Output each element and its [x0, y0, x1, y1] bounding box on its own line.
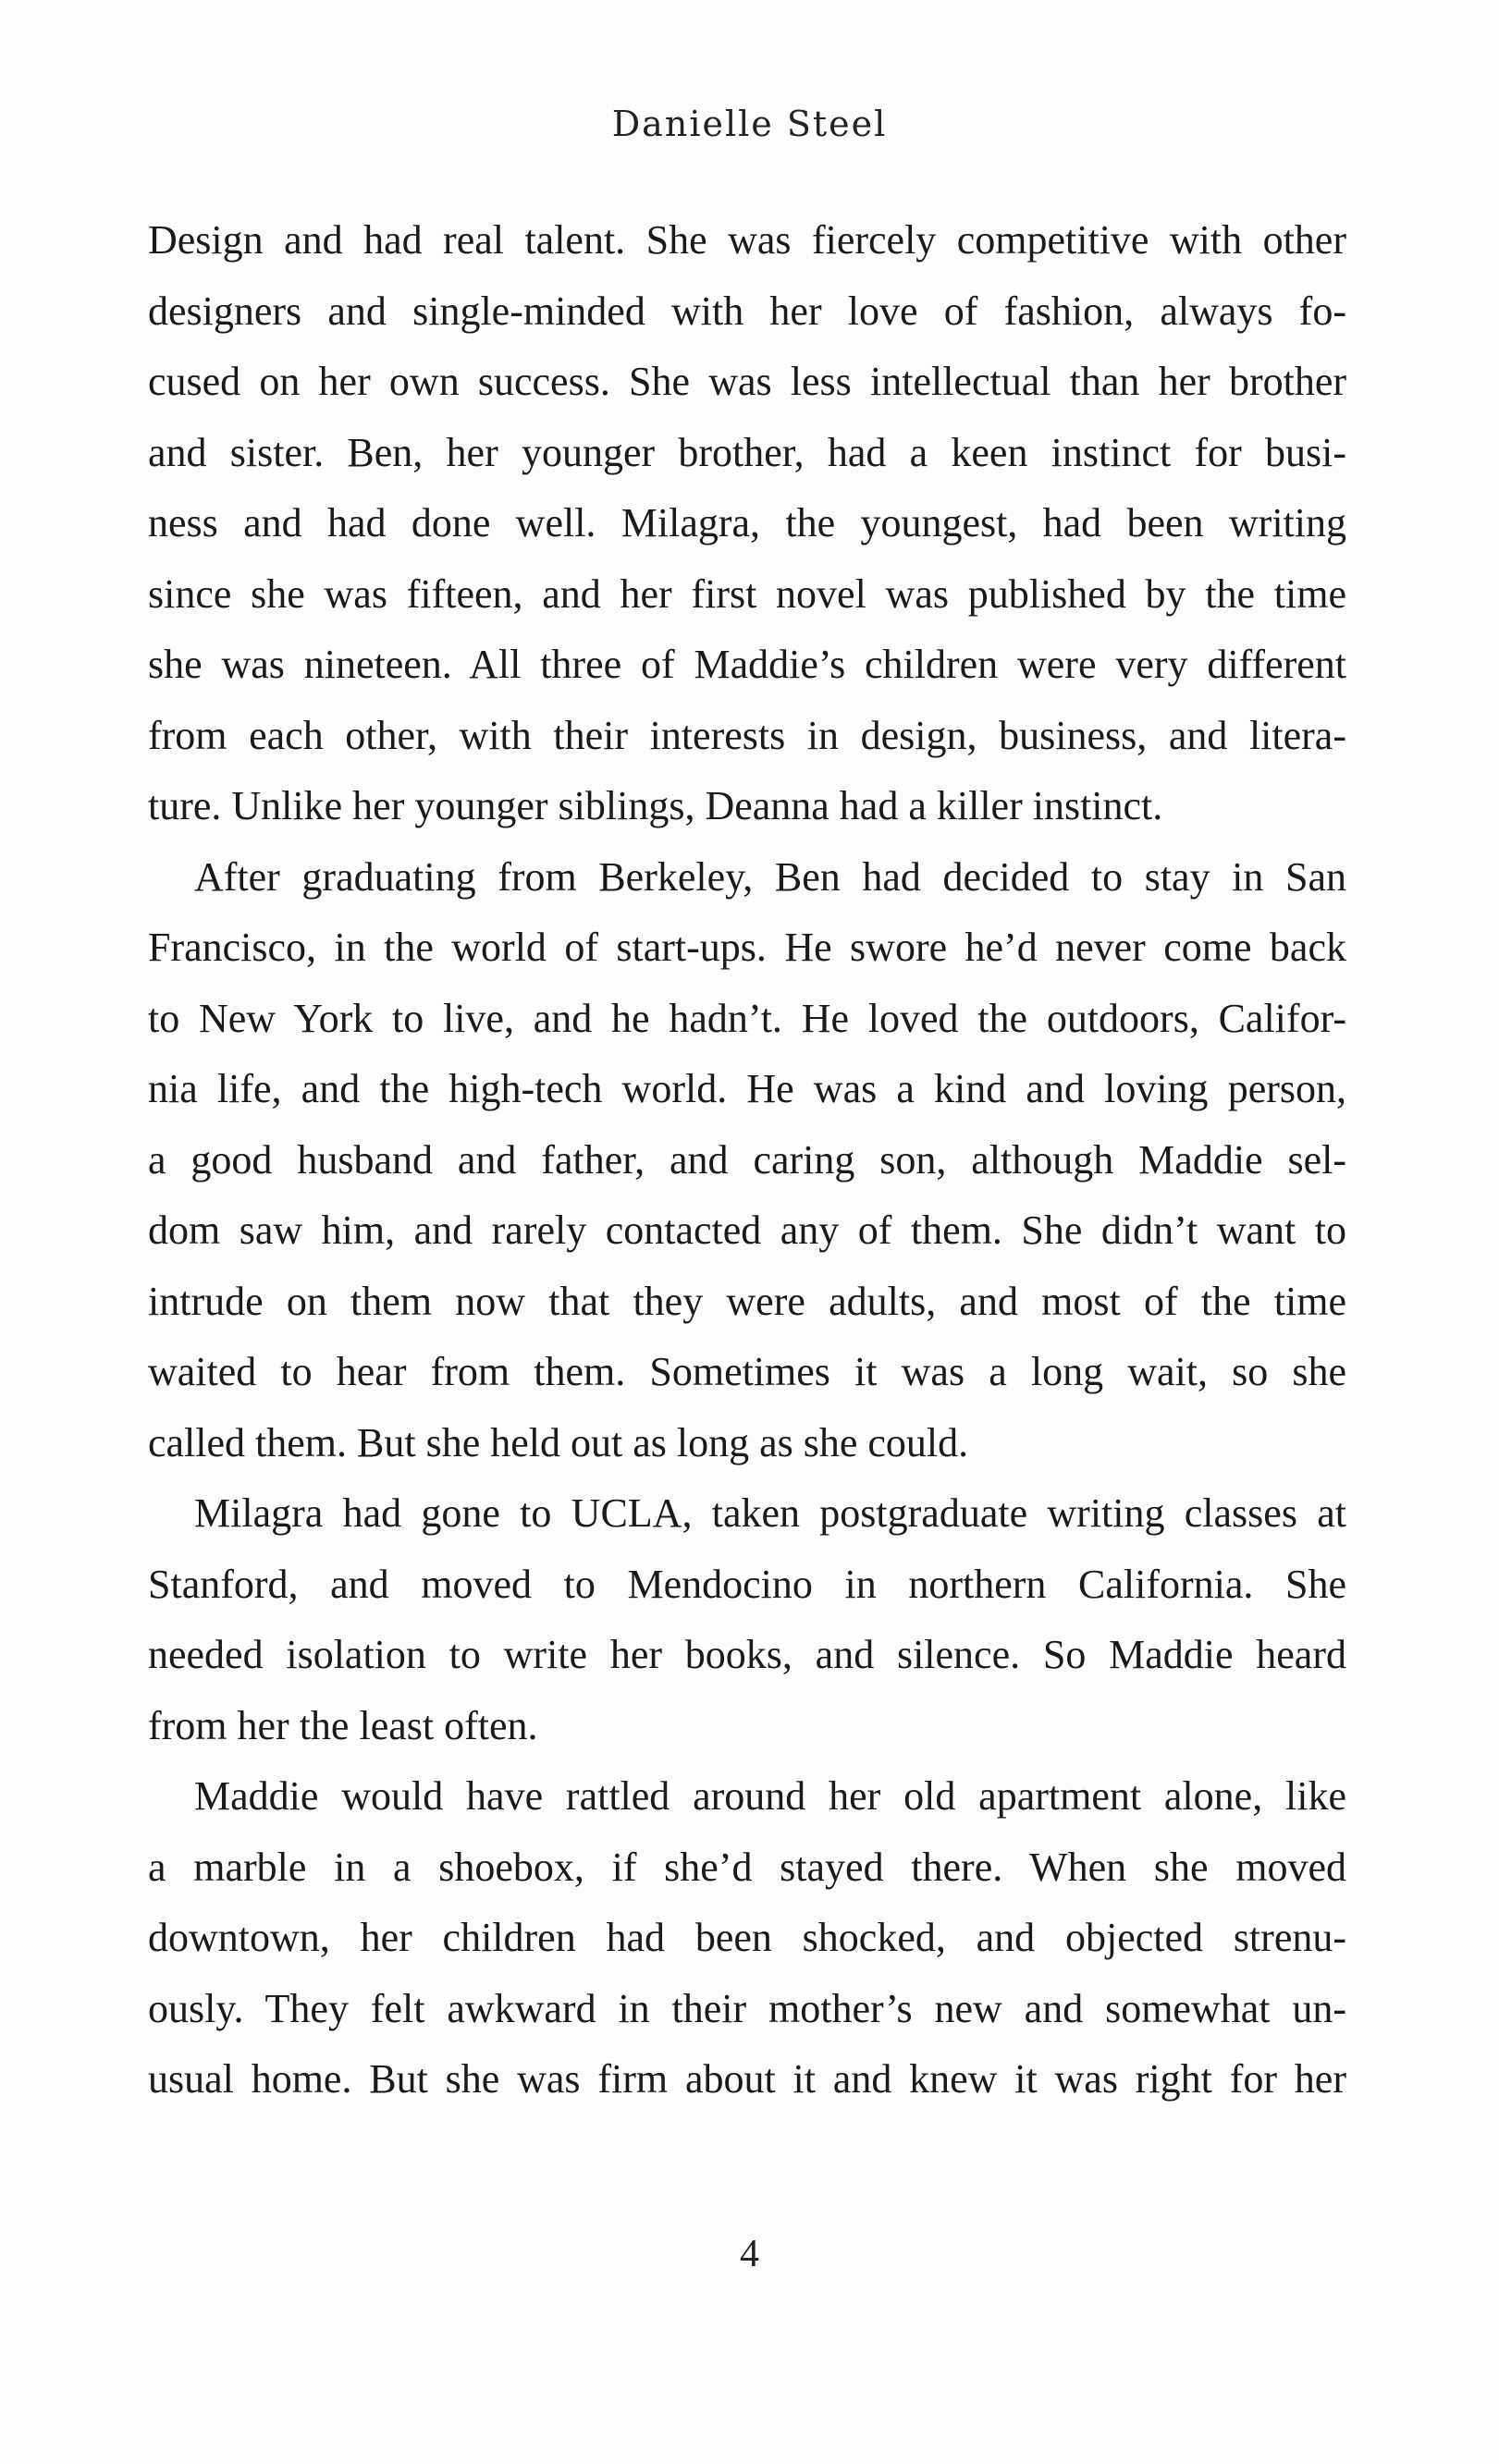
text-line: dom saw him, and rarely contacted any of them. She didn’t want to: [148, 1207, 1346, 1253]
text-line: designers and single-minded with her love of fashion, always fo-: [148, 288, 1346, 334]
text-line: a marble in a shoebox, if she’d stayed there. When she moved: [148, 1844, 1346, 1890]
text-line: from her the least often.: [148, 1702, 538, 1748]
text-line: downtown, her children had been shocked, and objected strenu-: [148, 1915, 1346, 1960]
body-text: [148, 205, 1346, 2115]
text-line: cused on her own success. She was less intellectual than her brother: [148, 359, 1346, 404]
text-line: a good husband and father, and caring son, although Maddie sel-: [148, 1136, 1346, 1183]
text-line: Stanford, and moved to Mendocino in northern California. She: [148, 1561, 1346, 1607]
text-line: nia life, and the high-tech world. He was a kind and loving person,: [148, 1066, 1346, 1111]
text-line: usual home. But she was firm about it and knew it was right for her: [148, 2056, 1346, 2102]
text-line: ously. They felt awkward in their mother’s new and somewhat un-: [148, 1985, 1346, 2031]
text-line: needed isolation to write her books, and silence. So Maddie heard: [148, 1632, 1346, 1677]
text-line: Design and had real talent. She was fiercely competitive with other: [148, 217, 1346, 263]
text-line: ness and had done well. Milagra, the youngest, had been writing: [148, 500, 1346, 546]
text-line: to New York to live, and he hadn’t. He loved the outdoors, Califor-: [148, 995, 1346, 1041]
text-line: and sister. Ben, her younger brother, had a keen instinct for busi-: [148, 429, 1346, 475]
text-line: After graduating from Berkeley, Ben had decided to stay in San: [194, 853, 1346, 900]
text-line: Maddie would have rattled around her old apartment alone, like: [194, 1773, 1346, 1819]
text-line: waited to hear from them. Sometimes it was a long wait, so she: [148, 1349, 1346, 1394]
page-number: 4: [740, 2233, 759, 2275]
text-line: from each other, with their interests in design, business, and litera-: [148, 712, 1346, 758]
text-line: Milagra had gone to UCLA, taken postgraduate writing classes at: [194, 1490, 1346, 1536]
text-line: since she was fifteen, and her first novel was published by the time: [148, 570, 1346, 617]
text-line: she was nineteen. All three of Maddie’s children were very different: [148, 642, 1346, 687]
text-line: intrude on them now that they were adults, and most of the time: [148, 1278, 1346, 1324]
text-line: Francisco, in the world of start-ups. He swore he’d never come back: [148, 925, 1346, 970]
text-line: called them. But she held out as long as she could.: [148, 1419, 969, 1465]
text-line: ture. Unlike her younger siblings, Deanna had a killer instinct.: [148, 783, 1163, 828]
running-head-author: Danielle Steel: [611, 104, 888, 144]
